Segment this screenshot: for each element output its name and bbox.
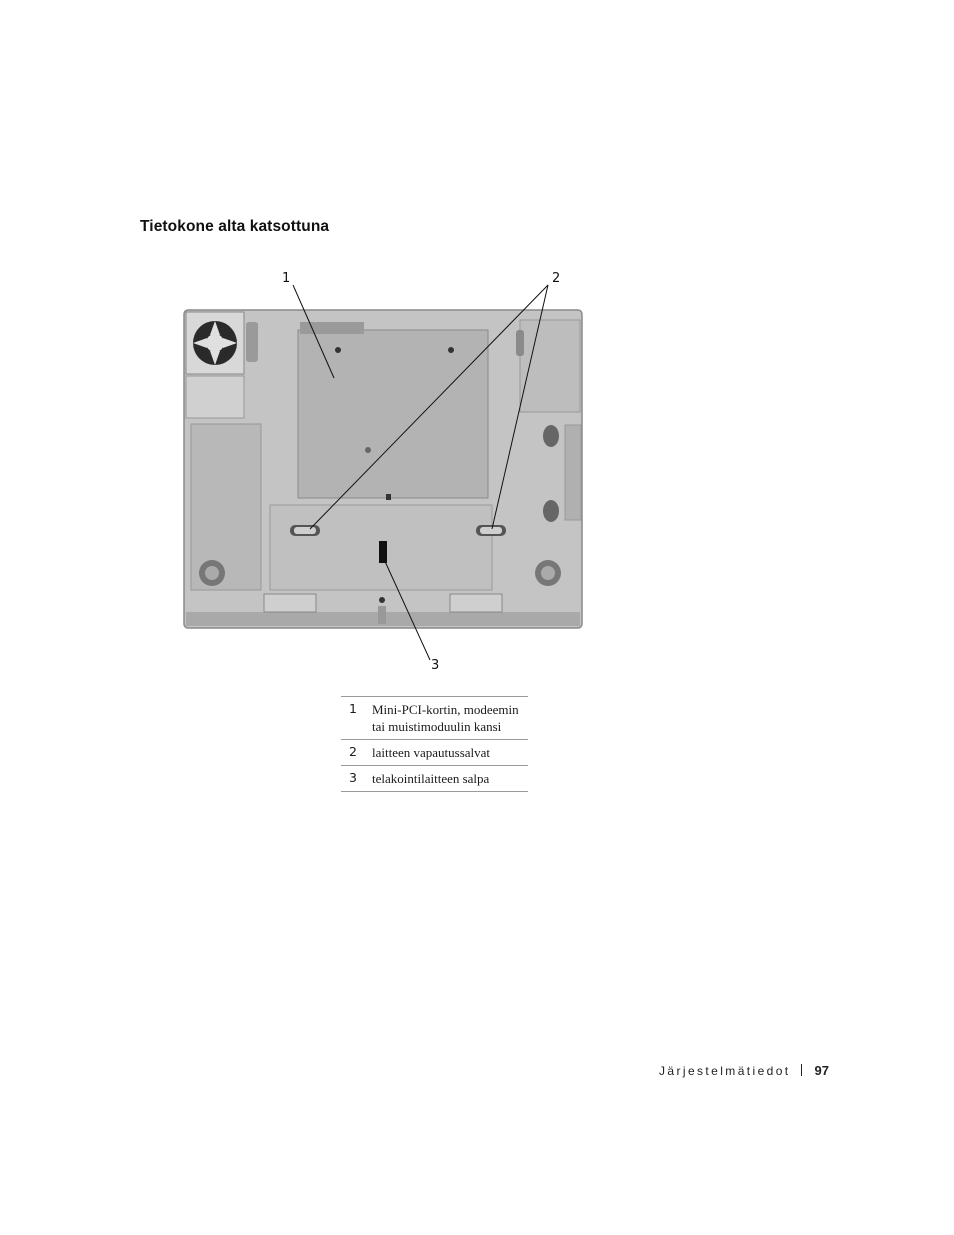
- legend-text: Mini-PCI-kortin, modeemin tai muistimoduulin kansi: [372, 702, 519, 734]
- callout-2: 2: [552, 271, 561, 286]
- legend-number: 1: [349, 701, 357, 716]
- page-number: 97: [814, 1063, 829, 1078]
- legend-text: telakointilaitteen salpa: [372, 771, 490, 786]
- callout-1: 1: [282, 271, 291, 286]
- callout-legend-table: [341, 696, 528, 792]
- legend-text: laitteen vapautussalvat: [372, 745, 491, 760]
- callout-3: 3: [431, 658, 440, 673]
- page-footer: [659, 1063, 829, 1078]
- footer-separator: [801, 1064, 802, 1076]
- legend-row: [341, 697, 528, 740]
- laptop-chassis: [184, 310, 582, 628]
- legend-number: 3: [349, 770, 357, 785]
- legend-row: [341, 740, 528, 766]
- section-title: Tietokone alta katsottuna: [140, 218, 330, 235]
- legend-row: [341, 766, 528, 792]
- footer-section-name: Järjestelmätiedot: [659, 1064, 791, 1078]
- legend-number: 2: [349, 744, 357, 759]
